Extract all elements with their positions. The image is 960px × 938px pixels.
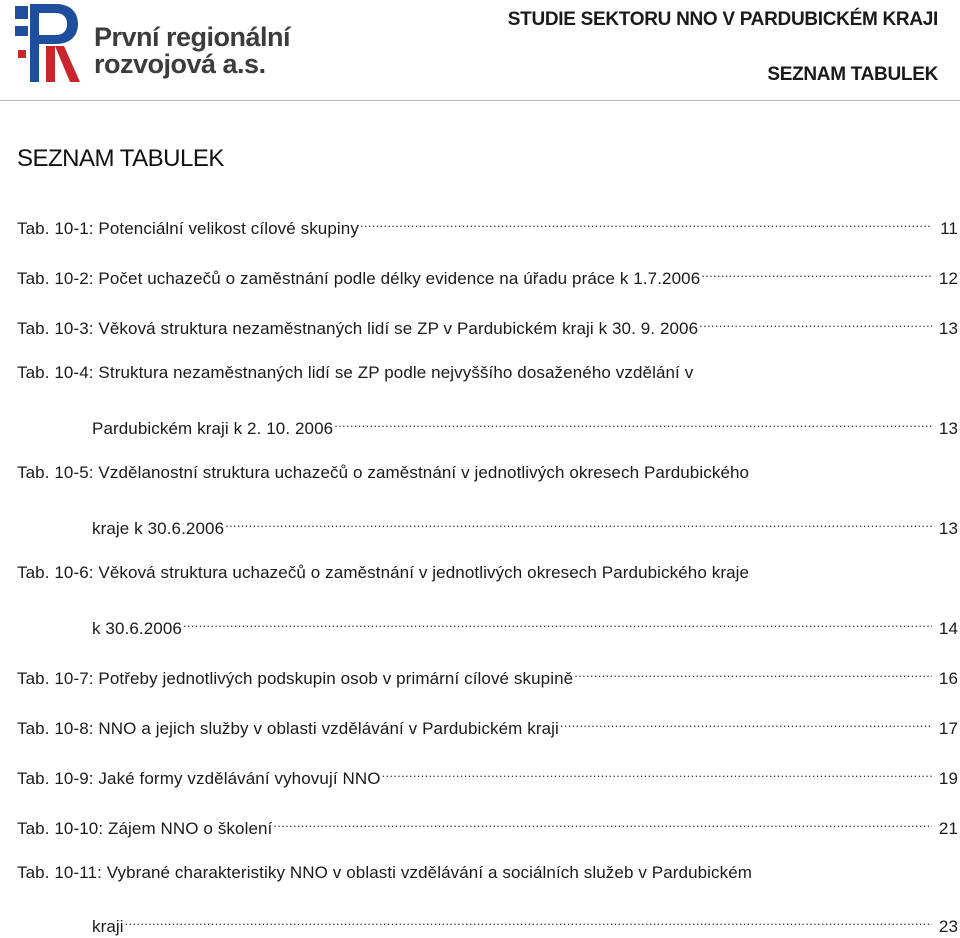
dot-leader (574, 662, 932, 684)
toc-entry[interactable] (17, 562, 958, 584)
header-divider (0, 100, 960, 101)
toc-page-number: 13 (938, 319, 958, 338)
toc-entry[interactable] (17, 262, 958, 290)
toc-page-number: 14 (938, 619, 958, 638)
toc-page-number: 12 (938, 269, 958, 288)
dot-leader (225, 512, 932, 534)
toc-page-number: 13 (938, 419, 958, 438)
toc-entry-continuation[interactable] (92, 512, 958, 540)
toc-entry[interactable] (17, 662, 958, 690)
logo-mark-icon (12, 2, 92, 84)
toc-page-number: 21 (938, 819, 958, 838)
dot-leader (701, 262, 932, 284)
logo-line-2: rozvojová a.s. (94, 49, 266, 79)
toc-entry-label: Tab. 10-7: Potřeby jednotlivých podskupin osob v primární cílové skupině (17, 669, 574, 688)
toc-page-number: 23 (938, 917, 958, 936)
toc-entry[interactable] (17, 462, 958, 484)
toc-page-number: 17 (938, 719, 958, 738)
toc-page-number: 13 (938, 519, 958, 538)
toc-entry-label: Tab. 10-3: Věková struktura nezaměstnaných lidí se ZP v Pardubickém kraji k 30. 9. 2006 (17, 319, 699, 338)
toc-entry[interactable] (17, 362, 958, 384)
toc-entry[interactable] (17, 212, 958, 240)
toc-page-number: 16 (938, 669, 958, 688)
dot-leader (334, 412, 932, 434)
toc-entry-label: Tab. 10-9: Jaké formy vzdělávání vyhovují NNO (17, 769, 381, 788)
toc-entry-label: Pardubickém kraji k 2. 10. 2006 (92, 419, 334, 438)
toc-entry-label: Tab. 10-10: Zájem NNO o školení (17, 819, 273, 838)
dot-leader (360, 212, 932, 234)
toc-entry[interactable] (17, 812, 958, 840)
study-title: STUDIE SEKTORU NNO V PARDUBICKÉM KRAJI (507, 9, 938, 30)
dot-leader (699, 312, 932, 334)
toc-page-number: 11 (940, 219, 958, 238)
toc-entry-label: Tab. 10-4: Struktura nezaměstnaných lidí se ZP podle nejvyššího dosaženého vzdělání v (17, 363, 694, 382)
toc-entry[interactable] (17, 312, 958, 340)
toc-entry[interactable] (17, 862, 958, 884)
toc-entry-label: k 30.6.2006 (92, 619, 182, 638)
header-section-title: SEZNAM TABULEK (767, 64, 938, 85)
toc-entry-label: Tab. 10-11: Vybrané charakteristiky NNO v oblasti vzdělávání a sociálních služeb v Pardubickém (17, 863, 753, 882)
dot-leader (560, 712, 932, 734)
toc-entry-label: Tab. 10-8: NNO a jejich služby v oblasti vzdělávání v Pardubickém kraji (17, 719, 559, 738)
toc-entry-label: Tab. 10-1: Potenciální velikost cílové skupiny (17, 219, 359, 238)
dot-leader (382, 762, 932, 784)
page-header (0, 0, 960, 102)
toc-entry-continuation[interactable] (92, 910, 958, 938)
logo-line-1: První regionální (94, 22, 291, 52)
toc-page-number: 19 (938, 769, 958, 788)
toc-entry-label: Tab. 10-5: Vzdělanostní struktura uchazečů o zaměstnání v jednotlivých okresech Pardubického (17, 463, 750, 482)
toc-entry-label: Tab. 10-6: Věková struktura uchazečů o zaměstnání v jednotlivých okresech Pardubického kraje (17, 563, 750, 582)
toc-entry-label: kraji (92, 917, 124, 936)
toc-entry-label: kraje k 30.6.2006 (92, 519, 225, 538)
dot-leader (183, 612, 932, 634)
toc-entry-label: Tab. 10-2: Počet uchazečů o zaměstnání podle délky evidence na úřadu práce k 1.7.2006 (17, 269, 701, 288)
toc-entry[interactable] (17, 762, 958, 790)
toc-entry-continuation[interactable] (92, 612, 958, 640)
logo-wordmark (94, 24, 290, 78)
company-logo (12, 2, 302, 84)
toc-entry[interactable] (17, 712, 958, 740)
dot-leader (125, 910, 932, 932)
dot-leader (273, 812, 932, 834)
toc-entry-continuation[interactable] (92, 412, 958, 440)
page-title: SEZNAM TABULEK (17, 145, 224, 172)
